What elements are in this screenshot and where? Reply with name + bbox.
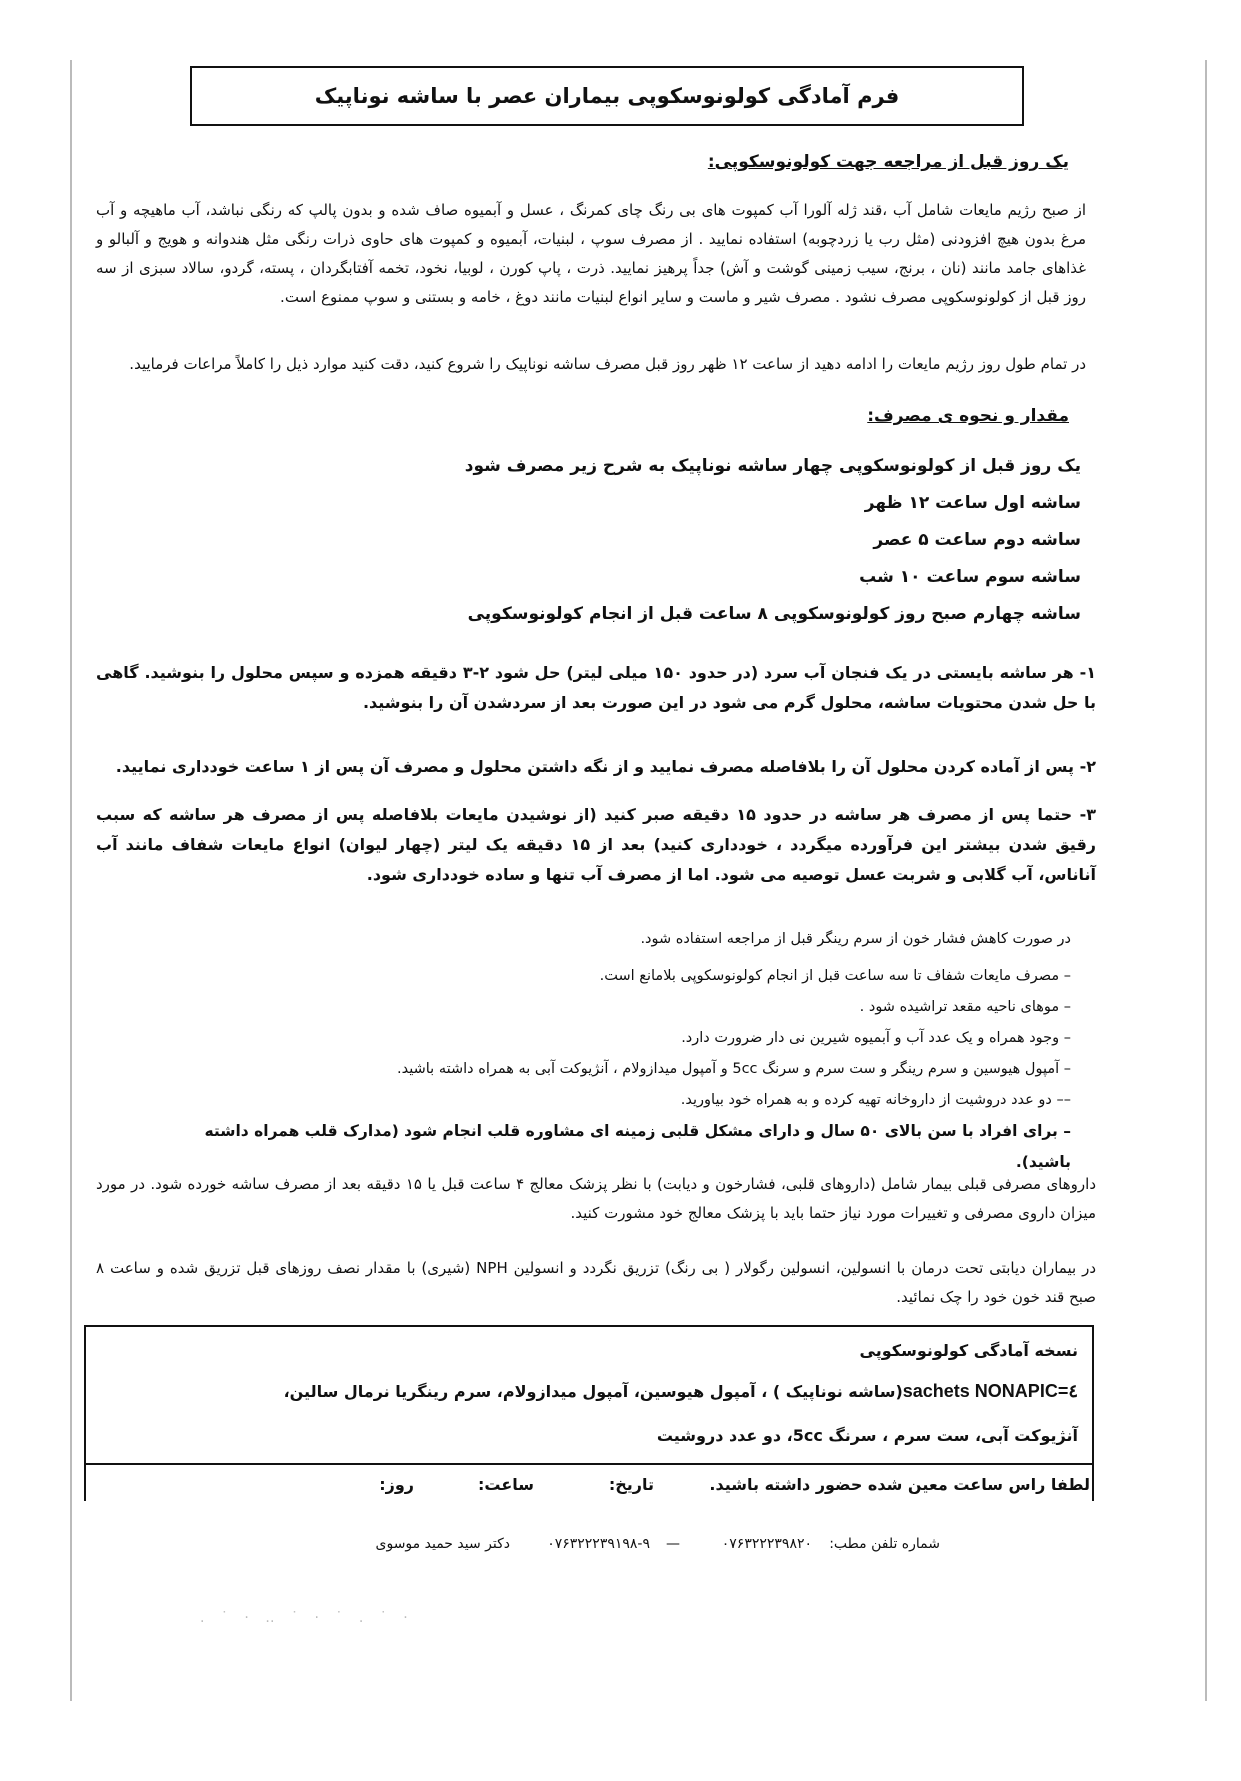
- note-supplies: – آمپول هیوسین و سرم رینگر و ست سرم و سرنگ 5cc و آمپول میدازولام ، آنژیوکت آبی به همراه داشته باشید.: [397, 1061, 1071, 1077]
- appointment-instruction: لطفا راس ساعت معین شده حضور داشته باشید.: [709, 1475, 1090, 1494]
- note-clear-fluids: – مصرف مایعات شفاف تا سه ساعت قبل از انجام کولونوسکوپی بلامانع است.: [599, 968, 1071, 984]
- dose-sachet-4: ساشه چهارم صبح روز کولونوسکوپی ۸ ساعت قبل از انجام کولونوسکوپی: [467, 604, 1081, 624]
- contact-row: [240, 1536, 940, 1564]
- section-dosage-heading: مقدار و نحوه ی مصرف:: [867, 406, 1069, 426]
- instruction-1: ۱- هر ساشه بایستی در یک فنجان آب سرد (در حدود ۱۵۰ میلی لیتر) حل شود ۲-۳ دقیقه همزده و سپس محلول را بنوشید. گاهی با حل شدن محتویات ساشه، محلول گرم می شود در این صورت بعد از سردشدن آن را بنوشید.: [96, 663, 1096, 712]
- scan-edge-left: [70, 60, 72, 1701]
- phone-number-1: ۰۷۶۳۲۲۲۳۹۸۲۰: [721, 1536, 812, 1552]
- dose-schedule: [381, 448, 1081, 633]
- diet-continuation-paragraph: در تمام طول روز رژیم مایعات را ادامه دهید از ساعت ۱۲ ظهر روز قبل مصرف ساشه نوناپیک را شروع کنید، دقت کنید موارد ذیل را کاملاً مراعات فرمایید.: [129, 355, 1086, 373]
- note-cardiac: – برای افراد با سن بالای ۵۰ سال و دارای مشکل قلبی زمینه ای مشاوره قلب انجام شود (مدارک قلب همراه داشته باشید).: [204, 1122, 1071, 1171]
- form-title-box: [190, 66, 1024, 126]
- dose-intro: یک روز قبل از کولونوسکوپی چهار ساشه نوناپیک به شرح زیر مصرف شود: [464, 456, 1081, 476]
- dose-sachet-1: ساشه اول ساعت ۱۲ ظهر: [864, 493, 1081, 513]
- note-low-bp: در صورت کاهش فشار خون از سرم رینگر قبل از مراجعه استفاده شود.: [640, 931, 1071, 947]
- appointment-row: [84, 1463, 1094, 1511]
- prescription-title: نسخه آمادگی کولونوسکوپی: [859, 1341, 1078, 1360]
- appointment-day-label: روز:: [379, 1475, 414, 1494]
- note-drushit: –– دو عدد دروشیت از داروخانه تهیه کرده و به همراه خود بیاورید.: [680, 1092, 1071, 1108]
- scan-noise: · ˙ . ˙ · ˙ ‥ · ˙ .: [200, 1610, 414, 1626]
- appointment-time-label: ساعت:: [477, 1475, 534, 1494]
- instruction-3: ۳- حتما پس از مصرف هر ساشه در حدود ۱۵ دقیقه صبر کنید (از نوشیدن مایعات بلافاصله پس از مصرف هر ساشه که سبب رقیق شدن بیشتر این فرآورده میگردد ، خودداری کنید) بعد از ۱۵ دقیقه یک لیتر (چهار لیوان) انواع مایعات شفاف مانند آب آناناس، آب گلابی و شربت عسل توصیه می شود. اما از مصرف آب تنها و ساده خودداری شود.: [96, 805, 1097, 884]
- note-companion: – وجود همراه و یک عدد آب و آبمیوه شیرین نی دار ضرورت دارد.: [681, 1030, 1071, 1046]
- appointment-date-label: تاریخ:: [608, 1475, 654, 1494]
- prescription-line-1: [100, 1369, 1078, 1414]
- dose-sachet-2: ساشه دوم ساعت ۵ عصر: [873, 530, 1081, 550]
- phone-label: شماره تلفن مطب:: [829, 1536, 940, 1552]
- section-day-before-heading: یک روز قبل از مراجعه جهت کولونوسکوپی:: [707, 152, 1069, 172]
- diet-paragraph: از صبح رژیم مایعات شامل آب ،قند ژله آلورا آب کمپوت های بی رنگ چای کمرنگ ، عسل و آبمیوه صاف شده و بدون پالپ که رنگی نباشد، آب ماهیچه و آب مرغ بدون هیچ افزودنی (مثل رب یا زردچوبه) استفاده نمایید . از مصرف سوپ ، لبنیات، آبمیوه و کمپوت های حاوی ذرات رنگی مثل هندوانه و هویج و آلبالو و غذاهای جامد مانند (نان ، برنج، سیب زمینی گوشت و آش) جداً پرهیز نمایید. ذرت ، پاپ کورن ، لوبیا، نخود، تخمه آفتابگردان ، پسته، گردو، سالاد سبزی از سه روز قبل از کولونوسکوپی مصرف نشود . مصرف شیر و ماست و سایر انواع لبنیات مانند دوغ ، خامه و بستنی و سوپ ممنوع است.: [96, 201, 1086, 306]
- phone-number-2: ۰۷۶۳۲۲۲۳۹۱۹۸-۹: [547, 1536, 650, 1552]
- phone-separator: —: [666, 1536, 680, 1552]
- note-shave: – موهای ناحیه مقعد تراشیده شود .: [859, 999, 1071, 1015]
- note-diabetic: در بیماران دیابتی تحت درمان با انسولین، انسولین رگولار ( بی رنگ) تزریق نگردد و انسولین NPH (شیری) با مقدار نصف روزهای قبل تزریق شده و ساعت ۸ صبح قند خون خود را چک نمائید.: [96, 1259, 1096, 1306]
- dose-sachet-3: ساشه سوم ساعت ۱۰ شب: [859, 567, 1081, 587]
- note-medications: داروهای مصرفی قبلی بیمار شامل (داروهای قلبی، فشارخون و دیابت) با نظر پزشک معالج ۴ ساعت قبل یا ۱۵ دقیقه بعد از مصرف ساشه خورده شود. در مورد میزان داروی مصرفی و تغییرات مورد نیاز حتما باید با پزشک معالج خود مشورت کنید.: [96, 1175, 1096, 1222]
- instruction-2: ۲- پس از آماده کردن محلول آن را بلافاصله مصرف نمایید و از نگه داشتن محلول و مصرف آن پس از ۱ ساعت خودداری نمایید.: [115, 757, 1096, 776]
- notes-block: [171, 924, 1071, 1178]
- prescription-sachets: sachets NONAPIC=٤: [902, 1381, 1078, 1401]
- scan-edge-right: [1205, 60, 1207, 1701]
- form-title: فرم آمادگی کولونوسکوپی بیماران عصر با ساشه نوناپیک: [314, 84, 900, 108]
- prescription-line-1-items: (ساشه نوناپیک ) ، آمپول هیوسین، آمپول میدازولام، سرم رینگریا نرمال سالین،: [283, 1382, 903, 1401]
- doctor-name: دکتر سید حمید موسوی: [375, 1536, 510, 1552]
- prescription-line-2: آنژیوکت آبی، ست سرم ، سرنگ 5cc، دو عدد دروشیت: [656, 1426, 1078, 1445]
